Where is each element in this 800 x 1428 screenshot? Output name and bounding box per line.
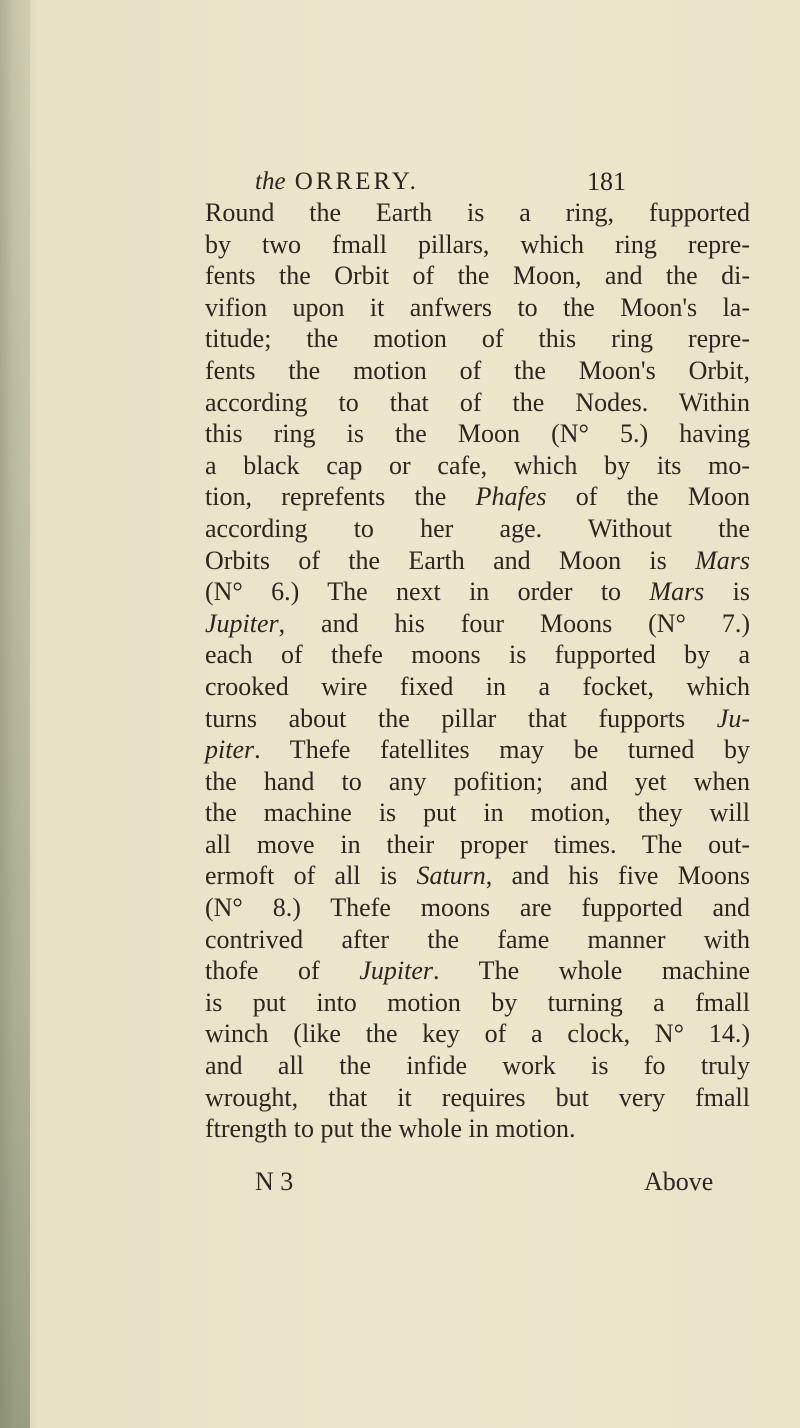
text-line <box>205 229 750 261</box>
italic-text: Phafes <box>475 482 547 512</box>
text-segment: ermoft of all is <box>205 861 417 891</box>
text-line <box>205 608 750 640</box>
text-segment: winch (like the key of a clock, N° 14.) <box>205 1019 750 1049</box>
running-title-prefix: the <box>255 168 286 195</box>
text-line <box>205 450 750 482</box>
text-segment: Orbits of the Earth and Moon is <box>205 545 696 575</box>
running-title <box>255 166 419 198</box>
italic-text: Mars <box>695 545 750 575</box>
text-segment: ftrength to put the whole in motion. <box>205 1114 576 1144</box>
italic-text: piter <box>205 735 255 765</box>
text-segment: thofe of <box>205 956 360 986</box>
italic-text: Ju- <box>716 703 750 733</box>
text-segment: this ring is the Moon (N° 5.) having <box>205 419 750 449</box>
text-line <box>205 734 750 766</box>
text-line <box>205 197 750 229</box>
text-line <box>205 323 750 355</box>
text-line <box>205 892 750 924</box>
text-segment: tion, reprefents the <box>205 482 476 512</box>
signature-mark: N 3 <box>255 1167 294 1196</box>
text-segment: (N° 6.) The next in order to <box>205 577 650 607</box>
text-segment: . The whole machine <box>433 956 750 986</box>
text-line <box>205 639 750 671</box>
text-line <box>205 1113 750 1145</box>
text-segment: a black cap or cafe, which by its mo- <box>205 450 750 480</box>
text-line <box>205 387 750 419</box>
text-segment: titude; the motion of this ring repre- <box>205 324 750 354</box>
text-segment: fents the motion of the Moon's Orbit, <box>205 355 750 385</box>
text-line <box>205 481 750 513</box>
text-line <box>205 260 750 292</box>
text-line <box>205 1050 750 1082</box>
text-segment: all move in their proper times. The out- <box>205 829 750 859</box>
text-segment: wrought, that it requires but very fmall <box>205 1082 750 1112</box>
text-segment: according to that of the Nodes. Within <box>205 387 750 417</box>
text-segment: and all the infide work is fo truly <box>205 1051 750 1081</box>
text-line <box>205 924 750 956</box>
text-segment: , and his five Moons <box>485 861 750 891</box>
text-line <box>205 955 750 987</box>
text-segment: is put into motion by turning a fmall <box>205 987 750 1017</box>
text-segment: the hand to any pofition; and yet when <box>205 766 750 796</box>
catchword: Above <box>644 1167 714 1196</box>
text-segment: each of thefe moons is fupported by a <box>205 640 750 670</box>
italic-text: Jupiter <box>359 956 434 986</box>
text-segment: . Thefe fatellites may be turned by <box>254 735 750 765</box>
text-line <box>205 418 750 450</box>
text-line <box>205 860 750 892</box>
text-line <box>205 355 750 387</box>
text-segment: (N° 8.) Thefe moons are fupported and <box>205 893 750 923</box>
text-line <box>205 576 750 608</box>
italic-text: Saturn <box>416 861 486 891</box>
text-segment: contrived after the fame manner with <box>205 924 750 954</box>
text-segment: crooked wire fixed in a focket, which <box>205 671 750 701</box>
text-segment: fents the Orbit of the Moon, and the di- <box>205 261 750 291</box>
text-segment: turns about the pillar that fupports <box>205 703 717 733</box>
text-segment: Round the Earth is a ring, fupported <box>205 198 750 227</box>
page-number: 181 <box>587 167 626 196</box>
text-segment: by two fmall pillars, which ring repre- <box>205 229 750 259</box>
italic-text: Jupiter <box>205 608 279 638</box>
text-segment: vifion upon it anfwers to the Moon's la- <box>205 292 750 322</box>
text-line <box>205 987 750 1019</box>
text-line <box>205 703 750 735</box>
text-line <box>205 797 750 829</box>
text-line <box>205 1018 750 1050</box>
text-line <box>205 513 750 545</box>
text-segment: is <box>704 577 750 607</box>
text-line <box>205 292 750 324</box>
text-line <box>205 766 750 798</box>
text-segment: according to her age. Without the <box>205 513 750 543</box>
text-line <box>205 829 750 861</box>
running-title-text: ORRERY. <box>294 168 419 195</box>
text-line <box>205 1082 750 1114</box>
text-segment: , and his four Moons (N° 7.) <box>278 608 750 638</box>
text-line <box>205 545 750 577</box>
text-line <box>205 671 750 703</box>
text-segment: of the Moon <box>546 482 750 512</box>
body-text <box>205 197 750 1145</box>
page-gutter-shadow <box>0 0 30 1428</box>
running-header <box>255 166 775 198</box>
text-segment: the machine is put in motion, they will <box>205 798 750 828</box>
italic-text: Mars <box>649 577 705 607</box>
